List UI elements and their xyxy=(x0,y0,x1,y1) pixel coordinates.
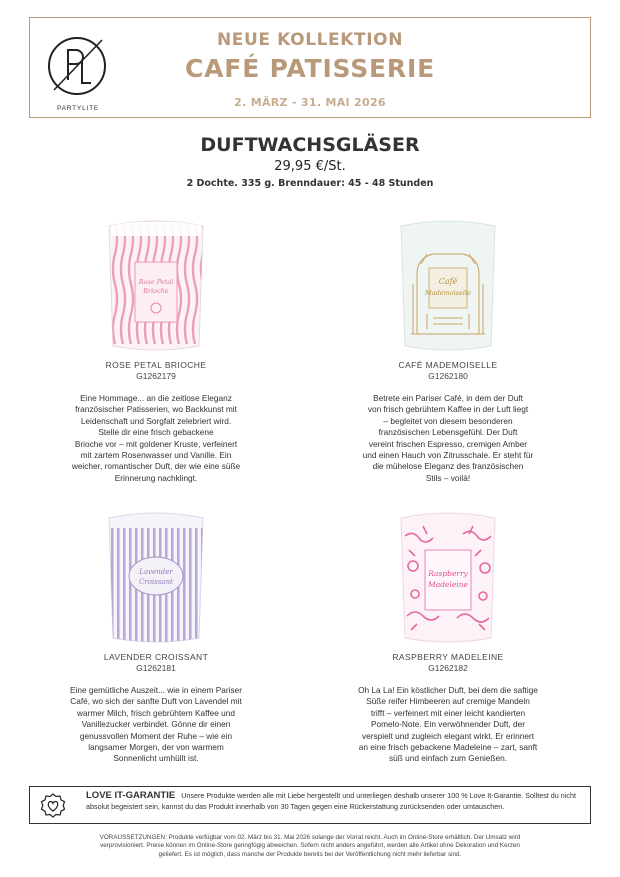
desc-line: mit zartem Rosenwasser und Vanille. Ein xyxy=(80,450,232,461)
desc-line: Stils – voilà! xyxy=(425,472,471,483)
guarantee-title: LOVE IT-GARANTIE xyxy=(86,790,176,801)
desc-line: trifft – verfeinert mit einer leicht kandierten xyxy=(370,707,526,718)
desc-line: französischen Lebensgefühl. Der Duft xyxy=(378,427,518,438)
raspberry-label-line1: Raspberry xyxy=(428,569,468,578)
product-name: ROSE PETAL BRIOCHE xyxy=(105,360,207,370)
product-description xyxy=(318,393,578,484)
terms-line: VORAUSSETZUNGEN: Produkte verfügbar vom 02. März bis 31. Mai 2026 solange der Vorrat reicht. Auch im Online-Store erhältlich. Der Umsatz wird xyxy=(99,834,521,841)
terms-footer xyxy=(20,834,600,859)
desc-line: genussvollen Moment der Ruhe – wie ein xyxy=(79,730,233,741)
product-code: G1262179 xyxy=(136,371,176,381)
cafe-candle-glass-image xyxy=(393,214,503,354)
desc-line: Café, wo sich der sanfte Duft von Lavendel mit xyxy=(70,696,242,707)
brand-name: PARTYLITE xyxy=(57,105,99,112)
desc-line: vereint frischen Espresso, cremigen Amber xyxy=(368,438,528,449)
lavender-label-line1: Lavender xyxy=(139,568,173,576)
desc-line: süß und einfach zum Genießen. xyxy=(388,753,508,764)
product-specs: 2 Dochte. 335 g. Brenndauer: 45 - 48 Stunden xyxy=(186,178,434,189)
desc-line: Stelle dir eine frisch gebackene xyxy=(98,427,214,438)
rose-label-line1: Rose Petal xyxy=(138,278,174,286)
desc-line: Oh La La! Ein köstlicher Duft, bei dem die saftige xyxy=(358,685,538,695)
collection-kicker: NEUE KOLLEKTION xyxy=(216,30,404,50)
desc-line: weicher, romantischer Duft, der wie eine süße xyxy=(71,461,241,472)
desc-line: Erinnerung nachklingt. xyxy=(114,472,198,483)
desc-line: warmer Milch, frisch gebrühtem Kaffee und xyxy=(76,707,236,718)
product-lavender-croissant xyxy=(26,506,286,765)
raspberry-label-line2: Madeleine xyxy=(428,580,468,589)
desc-line: Sonnenlicht umhüllt ist. xyxy=(113,753,199,764)
lavender-label-line2: Croissant xyxy=(139,578,173,586)
love-it-guarantee-box xyxy=(29,786,591,824)
desc-line: Brioche vor – mit goldener Kruste, verfeinert xyxy=(74,438,238,449)
heart-badge-icon xyxy=(40,793,66,819)
cafe-label-line2: Mademoiselle xyxy=(425,289,471,297)
desc-line: verspielt und zugleich elegant wirkt. Er erinnert xyxy=(361,730,534,741)
product-code: G1262180 xyxy=(428,371,468,381)
product-name: LAVENDER CROISSANT xyxy=(103,652,209,662)
collection-dates: 2. MÄRZ - 31. MAI 2026 xyxy=(234,96,386,109)
product-description xyxy=(318,685,578,765)
rose-candle-glass-image xyxy=(101,214,211,354)
desc-line: und einen Hauch von Zitrusschale. Er steht für xyxy=(362,450,534,461)
desc-line: Leidenschaft und Sorgfalt zelebriert wird. xyxy=(80,415,232,426)
desc-line: langsamer Morgen, der von warmem xyxy=(88,742,224,753)
lavender-candle-glass-image xyxy=(101,506,211,646)
desc-line: französischer Patisserien, wo Backkunst mit xyxy=(75,404,237,415)
product-description xyxy=(26,393,286,484)
guarantee-text xyxy=(86,790,586,812)
product-code: G1262181 xyxy=(136,663,176,673)
product-name: RASPBERRY MADELEINE xyxy=(392,652,504,662)
product-rose-petal-brioche xyxy=(26,214,286,484)
desc-line: Pomelo-Note. Ein verwöhnender Duft, der xyxy=(370,719,526,730)
terms-line: geliefert. Es ist möglich, dass manche der Produkte bereits bei der Veröffentlichung nicht mehr lieferbar sind. xyxy=(158,850,462,858)
desc-line: die mühelose Eleganz des französischen xyxy=(372,461,524,472)
collection-header xyxy=(29,17,591,118)
product-description xyxy=(26,685,286,765)
desc-line: Betrete ein Pariser Café, in dem der Duft xyxy=(373,393,523,403)
desc-line: Vanillezucker verbindet. Gönne dir einen xyxy=(81,719,231,730)
product-name: CAFÉ MADEMOISELLE xyxy=(398,360,498,370)
desc-line: an eine frisch gebackene Madeleine – zart, sanft xyxy=(358,742,538,753)
product-cafe-mademoiselle xyxy=(318,214,578,484)
guarantee-body: Unsere Produkte werden alle mit Liebe hergestellt und unterliegen deshalb unserer 100 % Love It-Garantie. Solltest du nicht absolut begeistert sein, kannst du das Produkt innerhalb von 30 Tagen gegen eine Rückerstattung zurücksenden oder umtauschen. xyxy=(86,791,576,811)
product-raspberry-madeleine xyxy=(318,506,578,765)
terms-line: verprovisioniert. Preise können im Online-Store geringfügig abweichen. Sofern nicht anders angeführt, werden alle Artikel ohne Dekoration und Kerzen xyxy=(100,842,520,850)
collection-title: CAFÉ PATISSERIE xyxy=(185,54,435,83)
product-code: G1262182 xyxy=(428,663,468,673)
desc-line: von frisch gebrühtem Kaffee in der Luft liegt xyxy=(367,404,529,415)
section-title: DUFTWACHSGLÄSER xyxy=(200,134,420,156)
desc-line: – begleitet von diesem besonderen xyxy=(383,415,513,426)
cafe-label-line1: Café xyxy=(438,277,458,286)
desc-line: Eine gemütliche Auszeit... wie in einem Pariser xyxy=(69,685,242,695)
desc-line: Eine Hommage... an die zeitlose Eleganz xyxy=(80,393,232,403)
price: 29,95 €/St. xyxy=(274,159,346,174)
raspberry-candle-glass-image xyxy=(393,506,503,646)
rose-label-line2: Brioche xyxy=(143,287,169,295)
desc-line: Süße reifer Himbeeren auf cremige Mandeln xyxy=(366,696,530,707)
